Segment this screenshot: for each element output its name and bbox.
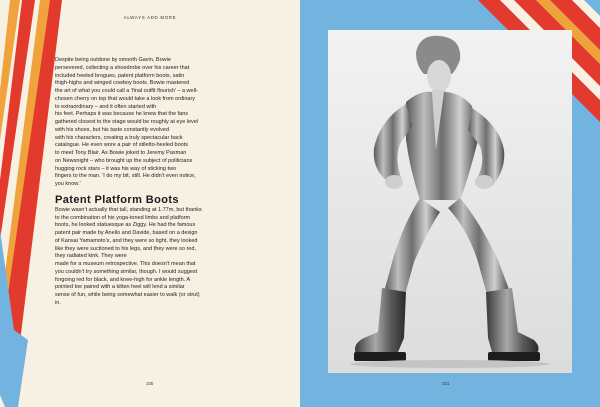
text-line: Bowie wasn’t actually that tall, standing at 1.77m, but thanks bbox=[55, 206, 202, 213]
text-line: the art of what you could call a ‘final outfit flourish’ – a well- bbox=[55, 88, 198, 94]
bowie-ziggy-photo bbox=[328, 30, 572, 373]
text-line: with his shoes, but his taste constantly evolved bbox=[55, 126, 170, 133]
text-line: persevered, collecting a shoedrobe over his career that bbox=[55, 64, 190, 71]
text-line: forgoing red for black, and knee-high for ankle length. A bbox=[55, 276, 191, 283]
text-line: gathered closest to the stage would be roughly at eye level bbox=[55, 119, 199, 125]
paragraph-1 bbox=[55, 57, 255, 189]
text-line: of Kansai Yamamoto’s, and they were so tight, they looked bbox=[55, 237, 198, 244]
text-line: his feet. Perhaps it was because he knew that the fans bbox=[55, 111, 188, 118]
text-line: in. bbox=[55, 299, 61, 306]
text-line: they radiated kink. They were bbox=[55, 253, 127, 260]
article-body bbox=[55, 57, 255, 308]
text-line: boots, he looked statuesque as Ziggy. He had the famous bbox=[55, 222, 196, 229]
page-number-left: 100 bbox=[146, 381, 154, 386]
page-number-right: 101 bbox=[442, 381, 450, 386]
text-line: with his characters, creating a truly spectacular back bbox=[55, 134, 183, 141]
text-line: to extraordinary – and it often started with bbox=[55, 103, 157, 110]
text-line: included heeled brogues, patent platform boots, satin bbox=[55, 72, 185, 79]
text-line: you couldn’t try something similar, though. I would suggest bbox=[55, 268, 198, 275]
text-line: to the combination of his yoga-toned limbs and platform bbox=[55, 214, 191, 221]
text-line: fingers to the man. ‘I do my bit, still. He didn’t even notice, bbox=[55, 173, 196, 180]
right-page bbox=[300, 0, 600, 407]
text-line: thigh-highs and winged cowboy boots. Bowie mastered bbox=[55, 80, 190, 87]
running-head: ALWAYS ADD MORE bbox=[123, 15, 177, 20]
text-line: patent pair made by Anello and Davide, based on a design bbox=[55, 230, 198, 236]
photo-illustration bbox=[328, 30, 572, 373]
text-line: made for a museum retrospective. This doesn’t mean that bbox=[55, 261, 196, 267]
text-line: chosen cherry on top that would take a look from ordinary bbox=[55, 95, 196, 102]
text-line: Despite being outdone by smooth Gavin, Bowie bbox=[55, 57, 171, 63]
paragraph-2 bbox=[55, 207, 255, 308]
text-line: hugging rock stars – it was his way of sticking two bbox=[55, 165, 177, 172]
section-heading: Patent Platform Boots bbox=[55, 193, 179, 206]
text-line: to meet Tony Blair. As Bowie joked to Jeremy Paxman bbox=[55, 150, 187, 156]
text-line: on Newsnight – who brought up the subject of politicians bbox=[55, 157, 193, 164]
text-line: you know.’ bbox=[55, 181, 81, 187]
text-line: pointed toe paired with a kitten heel will lend a similar bbox=[55, 284, 185, 291]
text-line: like they were suctioned to his legs, and they were so red, bbox=[55, 245, 196, 252]
text-line: sense of fun, while being somewhat easier to walk (or strut) bbox=[55, 292, 200, 298]
text-line: catalogue. He even wore a pair of stiletto-heeled boots bbox=[55, 142, 188, 149]
